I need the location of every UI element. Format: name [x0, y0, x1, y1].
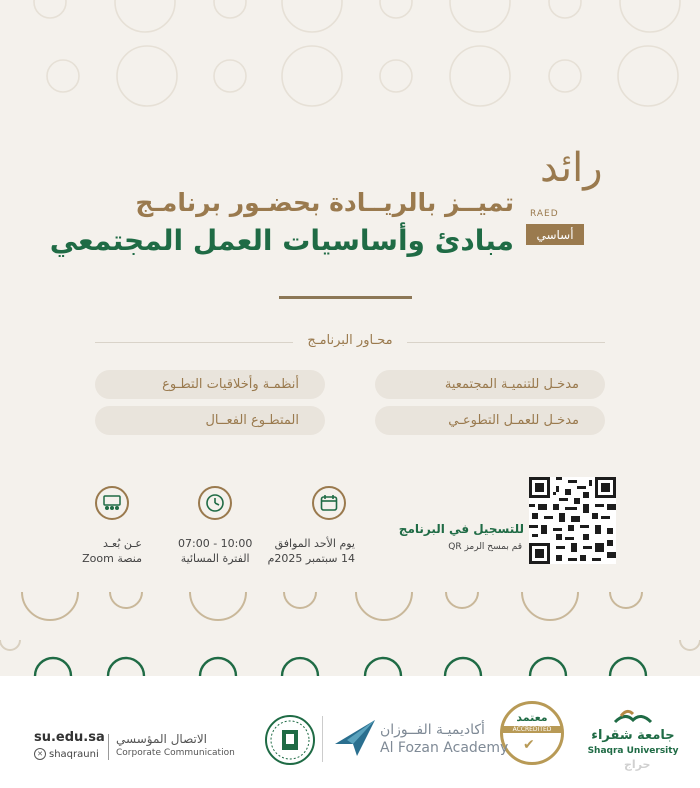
x-social-icon: ✕: [34, 748, 46, 760]
accredited-en: ACCREDITED: [503, 726, 561, 733]
watermark: حراج: [624, 758, 651, 771]
calendar-icon: [312, 486, 346, 520]
dept-name-ar: الاتصال المؤسسي: [116, 732, 208, 746]
university-name-ar: جامعة شقراء: [591, 728, 675, 743]
academy-name-en: Al Fozan Academy: [380, 740, 509, 756]
axis-item-2: أنظمـة وأخلاقيات التطـوع: [95, 370, 325, 399]
date-line2: 14 سبتمبر 2025م: [267, 552, 355, 565]
raed-logo-glyph: رائد: [540, 145, 603, 191]
online-meeting-icon: [95, 486, 129, 520]
date-line1: يوم الأحد الموافق: [274, 537, 355, 550]
raed-logo-latin: RAED: [530, 209, 559, 219]
axes-heading: [0, 333, 700, 348]
level-badge: أساسي: [526, 224, 584, 245]
social-handle[interactable]: [34, 748, 99, 760]
university-name-en: Shaqra University: [587, 746, 679, 756]
checkmark-icon: ✔: [523, 737, 535, 753]
date-info: [268, 536, 355, 566]
footer-separator: [322, 716, 323, 762]
accredited-ar: معتمد: [516, 711, 548, 724]
academy-name-ar: أكاديميـة الفــوزان: [380, 722, 485, 738]
university-logo: [583, 704, 683, 764]
place-info: [82, 536, 142, 566]
partner-emblem: [264, 714, 316, 766]
footer-bar: [0, 676, 700, 788]
time-info: [178, 536, 252, 566]
raed-logo: [530, 145, 603, 245]
time-line1: 07:00 - 10:00: [178, 537, 253, 550]
place-line2: منصة Zoom: [82, 552, 142, 565]
program-title: مبادئ وأساسيات العمل المجتمعي: [49, 224, 514, 257]
headline-line1: تميــز بالريــادة بحضـور برنامـج: [135, 188, 514, 217]
axes-heading-text: محـاور البرنامـج: [293, 333, 406, 348]
academy-logo-icon: [333, 718, 377, 758]
registration-qr-code[interactable]: [529, 477, 616, 564]
axis-item-3: مدخـل للعمـل التطوعـي: [375, 406, 605, 435]
accredited-seal: [500, 701, 564, 765]
axis-item-4: المتطـوع الفعــال: [95, 406, 325, 435]
title-divider: [279, 296, 412, 299]
place-line1: عـن بُعـد: [102, 537, 142, 550]
axis-item-1: مدخـل للتنميـة المجتمعية: [375, 370, 605, 399]
dept-separator: [108, 734, 109, 760]
open-book-icon: [613, 704, 653, 730]
time-line2: الفترة المسائية: [180, 552, 250, 565]
social-handle-text: shaqrauni: [49, 748, 99, 760]
site-link[interactable]: su.edu.sa: [34, 730, 105, 745]
register-title: للتسجيل في البرنامج: [398, 522, 524, 536]
dept-name-en: Corporate Communication: [116, 748, 235, 758]
clock-icon: [198, 486, 232, 520]
register-subtitle: قم بمسح الرمز QR: [448, 542, 522, 552]
